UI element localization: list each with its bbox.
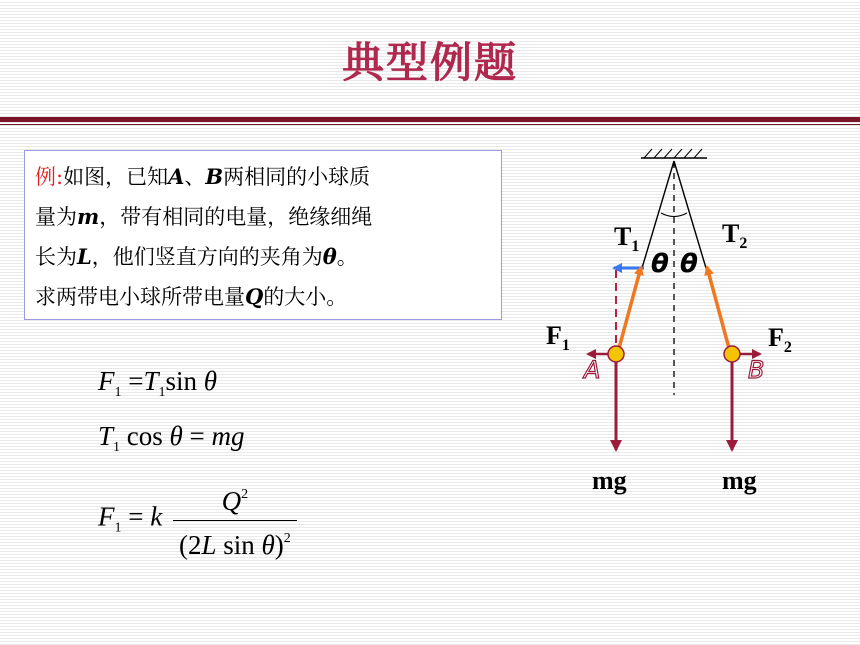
label-f2: $F_2$ (768, 323, 792, 356)
eq3-lhs-sub: 1 (114, 520, 122, 536)
eq3-num-sup: 2 (241, 487, 249, 502)
eq3-den-close: ) (274, 530, 284, 560)
problem-text-segment: L (77, 244, 92, 269)
problem-text-segment: A (168, 164, 185, 189)
problem-text-segment: ，带有相同的电量，绝缘细绳 (99, 205, 373, 229)
problem-text-segment: 两相同的小球质 (223, 165, 371, 189)
problem-text-segment: 求两带电小球所带电量 (35, 285, 245, 309)
eq1-tension-sub: 1 (158, 385, 166, 400)
eq3-den-var: θ (261, 530, 275, 560)
problem-text-segment: 量为 (35, 205, 77, 229)
problem-text-segment: B (205, 164, 224, 189)
eq3-lhs: F (98, 501, 115, 532)
ball-a (608, 346, 624, 362)
problem-text-segment: 、 (184, 165, 206, 189)
eq1-var: θ (203, 366, 218, 396)
problem-text-segment: 的大小。 (263, 285, 348, 309)
label-t1: $T_1$ (614, 222, 640, 255)
problem-text-segment: m (77, 204, 100, 229)
eq1-equals: = (128, 366, 144, 396)
eq1-lhs-sub: 1 (114, 385, 122, 400)
label-mg-right: mg (722, 466, 757, 495)
problem-text-segment: 。 (336, 245, 358, 269)
label-theta-left: θ (651, 249, 669, 279)
eq2-func: cos (126, 421, 163, 451)
eq3-den-sup: 2 (283, 531, 291, 546)
eq2-equals: = (189, 421, 205, 451)
label-t2: $T_2$ (722, 219, 748, 252)
eq3-num-var: Q (221, 486, 242, 516)
ball-b (724, 346, 740, 362)
problem-text-segment: 例: (35, 165, 64, 189)
problem-text-segment: θ (322, 244, 337, 269)
eq3-den-open: (2 (178, 530, 202, 560)
problem-text-segment: Q (245, 284, 264, 309)
tension-arrow-right (707, 267, 730, 352)
eq3-den-func: sin (216, 530, 262, 560)
label-ball-b: B (748, 356, 765, 384)
problem-text-segment: 如图，已知 (63, 165, 169, 189)
ceiling-support (641, 149, 707, 158)
eq2-rhs: mg (211, 421, 245, 451)
angle-arc (661, 213, 687, 217)
eq1-lhs: F (98, 366, 115, 396)
eq3-den-length: L (201, 530, 217, 560)
problem-text-segment: 长为 (35, 245, 77, 269)
problem-text-segment: ，他们竖直方向的夹角为 (91, 245, 323, 269)
label-f1: $F_1$ (546, 321, 570, 354)
label-theta-right: θ (680, 249, 698, 279)
page-title: 典型例题 (341, 38, 518, 87)
eq3-k: k (150, 501, 163, 532)
eq2-var: θ (169, 421, 183, 451)
eq1-tension: T (143, 366, 159, 396)
eq2-tension-sub: 1 (113, 440, 121, 455)
eq1-func: sin (165, 366, 198, 396)
label-mg-left: mg (592, 466, 627, 495)
label-ball-a: A (584, 356, 601, 384)
tension-arrow-left (618, 267, 641, 352)
eq2-tension: T (98, 421, 114, 451)
eq3-equals: = (128, 501, 144, 532)
